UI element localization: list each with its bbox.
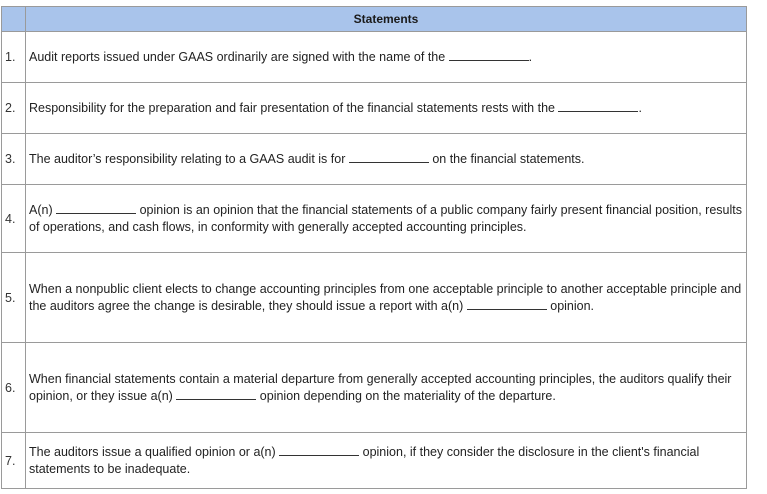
statement-text <box>26 253 747 343</box>
statement-text <box>26 134 747 185</box>
statement-part: The auditor’s responsibility relating to a GAAS audit is for <box>29 151 349 166</box>
statement-text <box>26 32 747 83</box>
row-number: 3. <box>2 134 26 185</box>
answer-blank[interactable] <box>56 203 136 214</box>
header-title: Statements <box>26 7 747 32</box>
table-row <box>2 185 747 253</box>
answer-blank[interactable] <box>467 299 547 310</box>
statement-part: opinion depending on the materiality of the departure. <box>256 388 556 403</box>
statement-text <box>26 185 747 253</box>
table-header-row <box>2 7 747 32</box>
row-number: 7. <box>2 433 26 489</box>
statement-part: on the financial statements. <box>428 151 585 166</box>
table-row <box>2 134 747 185</box>
row-number: 5. <box>2 253 26 343</box>
statement-part: When a nonpublic client elects to change accounting principles from one acceptable principle to another acceptable principle and the auditors agree the change is desirable, they should issue a report with a(n) <box>29 281 742 313</box>
header-number-cell <box>2 7 26 32</box>
table-row <box>2 253 747 343</box>
statement-part: A(n) <box>29 202 57 217</box>
statement-text <box>26 433 747 489</box>
row-number: 6. <box>2 343 26 433</box>
row-number: 2. <box>2 83 26 134</box>
statement-part: Audit reports issued under GAAS ordinarily are signed with the name of the <box>29 49 449 64</box>
statement-part: . <box>638 100 642 115</box>
statements-table <box>1 6 747 489</box>
statement-part: . <box>528 49 533 64</box>
table-row <box>2 32 747 83</box>
answer-blank[interactable] <box>558 101 638 112</box>
answer-blank[interactable] <box>349 152 429 163</box>
answer-blank[interactable] <box>279 445 359 456</box>
answer-blank[interactable] <box>449 50 529 61</box>
answer-blank[interactable] <box>176 389 256 400</box>
row-number: 1. <box>2 32 26 83</box>
statement-part: Responsibility for the preparation and fair presentation of the financial statements rests with the <box>29 100 559 115</box>
statement-part: opinion is an opinion that the financial statements of a public company fairly present financial position, results of operations, and cash flows, in conformity with generally accepted accounting principles. <box>29 202 742 234</box>
table-row <box>2 433 747 489</box>
table-row <box>2 343 747 433</box>
table-row <box>2 83 747 134</box>
statement-part: opinion, if they consider the disclosure in the client's financial statements to be inadequate. <box>29 444 700 476</box>
statement-part: opinion. <box>546 298 595 313</box>
statement-part: When financial statements contain a material departure from generally accepted accounting principles, the auditors qualify their opinion, or they issue a(n) <box>29 371 732 403</box>
statement-text <box>26 83 747 134</box>
statement-part: The auditors issue a qualified opinion or a(n) <box>29 444 280 459</box>
statement-text <box>26 343 747 433</box>
row-number: 4. <box>2 185 26 253</box>
